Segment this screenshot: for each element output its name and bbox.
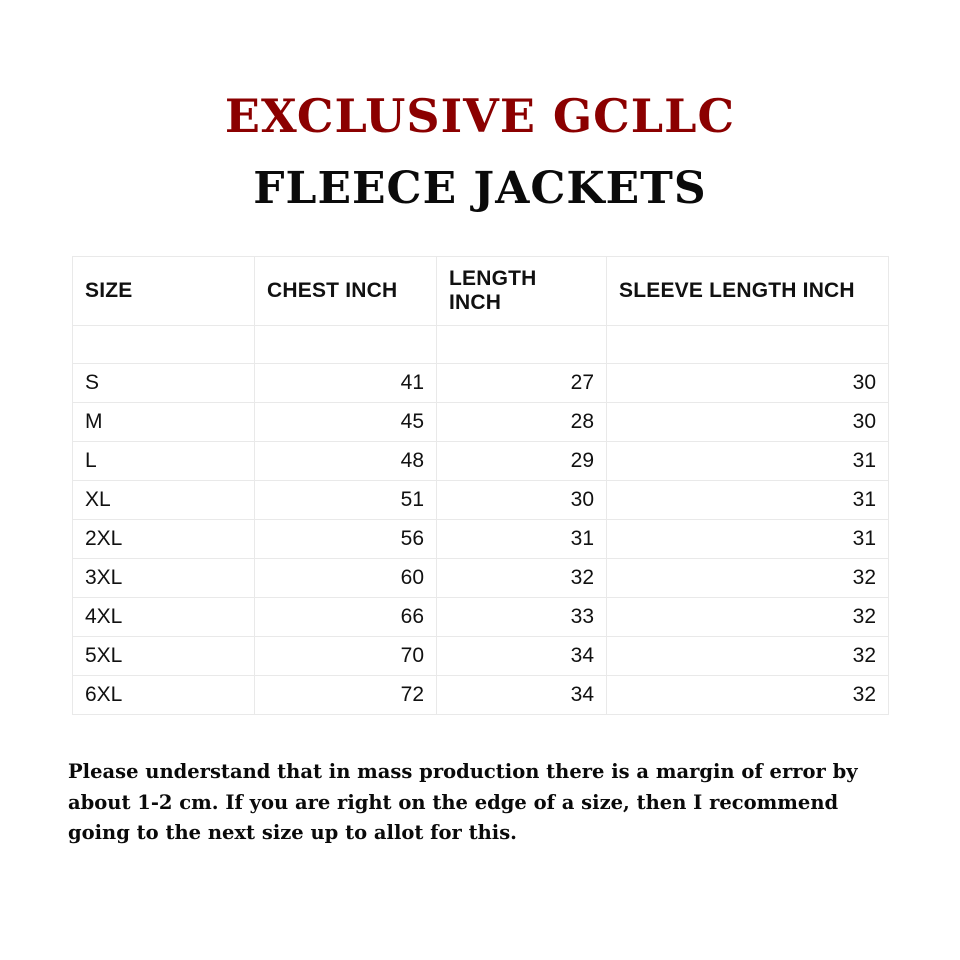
cell-size: 2XL xyxy=(73,520,255,559)
cell-chest: 45 xyxy=(255,403,437,442)
cell-chest: 66 xyxy=(255,598,437,637)
cell-size: L xyxy=(73,442,255,481)
cell-size: 5XL xyxy=(73,637,255,676)
cell-length: 30 xyxy=(437,481,607,520)
table-row xyxy=(73,559,889,598)
cell-sleeve: 31 xyxy=(607,520,889,559)
cell-size: M xyxy=(73,403,255,442)
table-row xyxy=(73,520,889,559)
cell-chest: 72 xyxy=(255,676,437,715)
table-row xyxy=(73,598,889,637)
column-header-chest: CHEST INCH xyxy=(255,257,437,326)
cell-sleeve: 30 xyxy=(607,364,889,403)
page-title: EXCLUSIVE GCLLC xyxy=(224,89,736,143)
cell-sleeve: 31 xyxy=(607,481,889,520)
cell-chest: 48 xyxy=(255,442,437,481)
size-table xyxy=(72,256,889,715)
page-subtitle: FLEECE JACKETS xyxy=(253,163,707,215)
cell-length: 34 xyxy=(437,637,607,676)
cell-size: XL xyxy=(73,481,255,520)
cell-size: 4XL xyxy=(73,598,255,637)
cell-sleeve: 32 xyxy=(607,637,889,676)
cell-chest xyxy=(255,326,437,364)
cell-length: 31 xyxy=(437,520,607,559)
cell-sleeve: 31 xyxy=(607,442,889,481)
column-header-length: LENGTH INCH xyxy=(437,257,607,326)
cell-length: 29 xyxy=(437,442,607,481)
column-header-size: SIZE xyxy=(73,257,255,326)
cell-chest: 60 xyxy=(255,559,437,598)
cell-sleeve xyxy=(607,326,889,364)
cell-length: 32 xyxy=(437,559,607,598)
title-block xyxy=(0,0,960,215)
cell-size xyxy=(73,326,255,364)
table-row xyxy=(73,364,889,403)
cell-chest: 51 xyxy=(255,481,437,520)
cell-size: 3XL xyxy=(73,559,255,598)
cell-sleeve: 32 xyxy=(607,559,889,598)
column-header-sleeve: SLEEVE LENGTH INCH xyxy=(607,257,889,326)
table-row xyxy=(73,442,889,481)
cell-length xyxy=(437,326,607,364)
cell-length: 28 xyxy=(437,403,607,442)
table-row xyxy=(73,403,889,442)
table-header xyxy=(73,257,889,326)
cell-size: 6XL xyxy=(73,676,255,715)
table-body xyxy=(73,326,889,715)
cell-sleeve: 30 xyxy=(607,403,889,442)
size-table-wrap xyxy=(72,256,888,715)
table-row xyxy=(73,637,889,676)
table-row xyxy=(73,326,889,364)
cell-chest: 41 xyxy=(255,364,437,403)
cell-length: 34 xyxy=(437,676,607,715)
cell-sleeve: 32 xyxy=(607,676,889,715)
cell-length: 33 xyxy=(437,598,607,637)
cell-sleeve: 32 xyxy=(607,598,889,637)
table-row xyxy=(73,481,889,520)
table-header-row xyxy=(73,257,889,326)
cell-size: S xyxy=(73,364,255,403)
disclaimer-note: Please understand that in mass production there is a margin of error by about 1-2 cm. If you are right on the edge of a size, then I recommend going to the next size up to allot for this. xyxy=(68,760,858,844)
table-row xyxy=(73,676,889,715)
cell-length: 27 xyxy=(437,364,607,403)
cell-chest: 70 xyxy=(255,637,437,676)
cell-chest: 56 xyxy=(255,520,437,559)
